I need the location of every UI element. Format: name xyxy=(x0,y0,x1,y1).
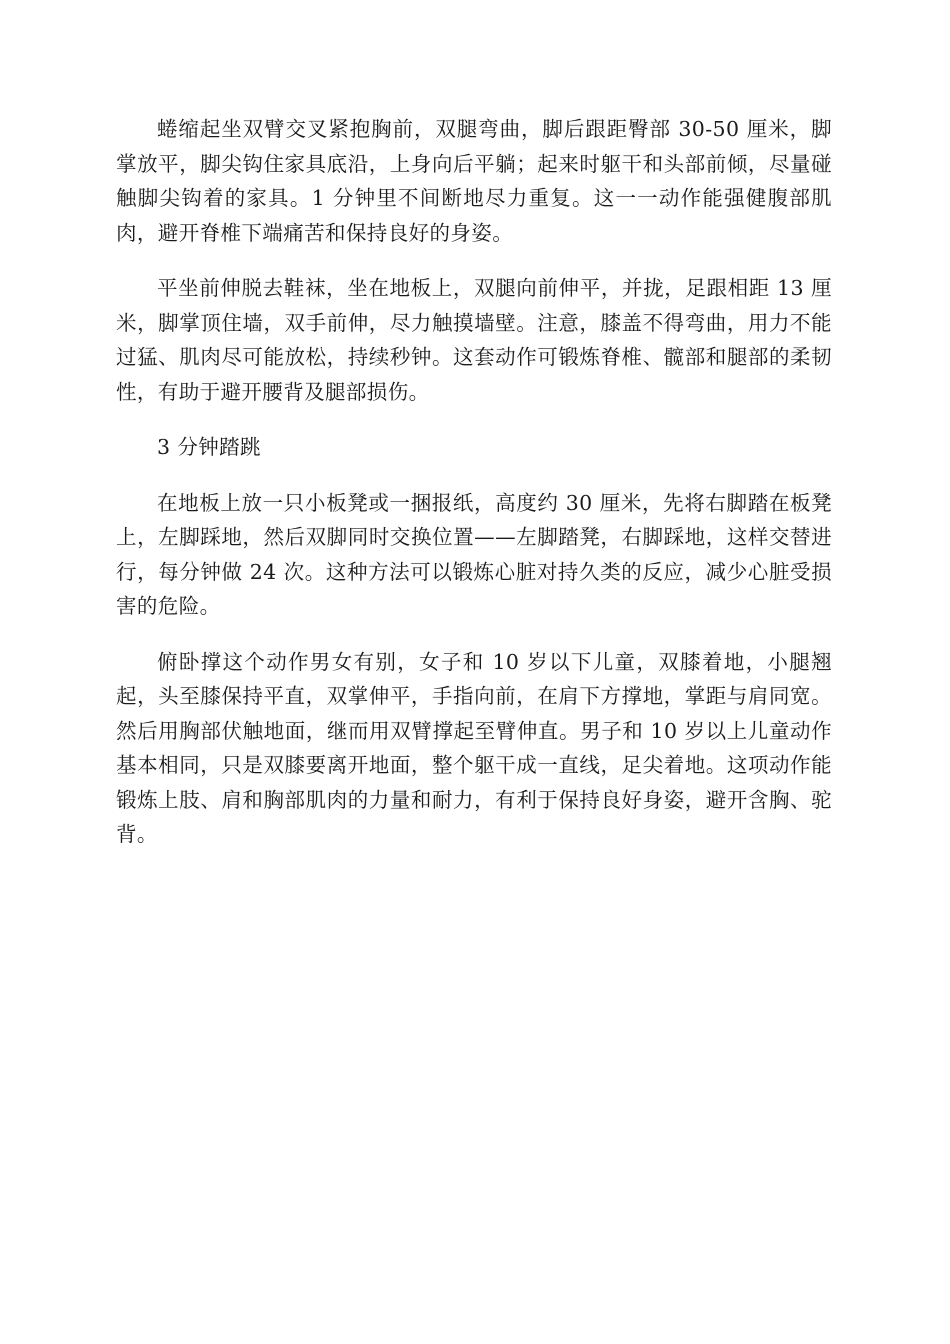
paragraph-pushup: 俯卧撑这个动作男女有别，女子和 10 岁以下儿童，双膝着地，小腿翘起，头至膝保持平直，双掌伸平，手指向前，在肩下方撑地，掌距与肩同宽。然后用胸部伏触地面，继而用双臂撑起至臂伸直。男子和 10 岁以上儿童动作基本相同，只是双膝要离开地面，整个躯干成一直线，足尖着地。这项动作能锻炼上肢、肩和胸部肌肉的力量和耐力，有利于保持良好身姿，避开含胸、驼背。 xyxy=(116,649,832,846)
paragraph-step-heading: 3 分钟踏跳 xyxy=(157,435,261,459)
document-body xyxy=(116,112,832,873)
paragraph-sit-reach: 平坐前伸脱去鞋袜，坐在地板上，双腿向前伸平，并拢，足跟相距 13 厘米，脚掌顶住墙，双手前伸，尽力触摸墙壁。注意，膝盖不得弯曲，用力不能过猛、肌肉尽可能放松，持续秒钟。这套动作可锻炼脊椎、髋部和腿部的柔韧性，有助于避开腰背及腿部损伤。 xyxy=(116,276,832,404)
paragraph-step-exercise: 在地板上放一只小板凳或一捆报纸，高度约 30 厘米，先将右脚踏在板凳上，左脚踩地，然后双脚同时交换位置——左脚踏凳，右脚踩地，这样交替进行，每分钟做 24 次。这种方法可以锻炼心脏对持久类的反应，减少心脏受损害的危险。 xyxy=(116,490,832,618)
paragraph-crunch: 蜷缩起坐双臂交叉紧抱胸前，双腿弯曲，脚后跟距臀部 30-50 厘米，脚掌放平，脚尖钩住家具底沿，上身向后平躺；起来时躯干和头部前倾，尽量碰触脚尖钩着的家具。1 分钟里不间断地尽力重复。这一一动作能强健腹部肌肉，避开脊椎下端痛苦和保持良好的身姿。 xyxy=(116,117,832,245)
